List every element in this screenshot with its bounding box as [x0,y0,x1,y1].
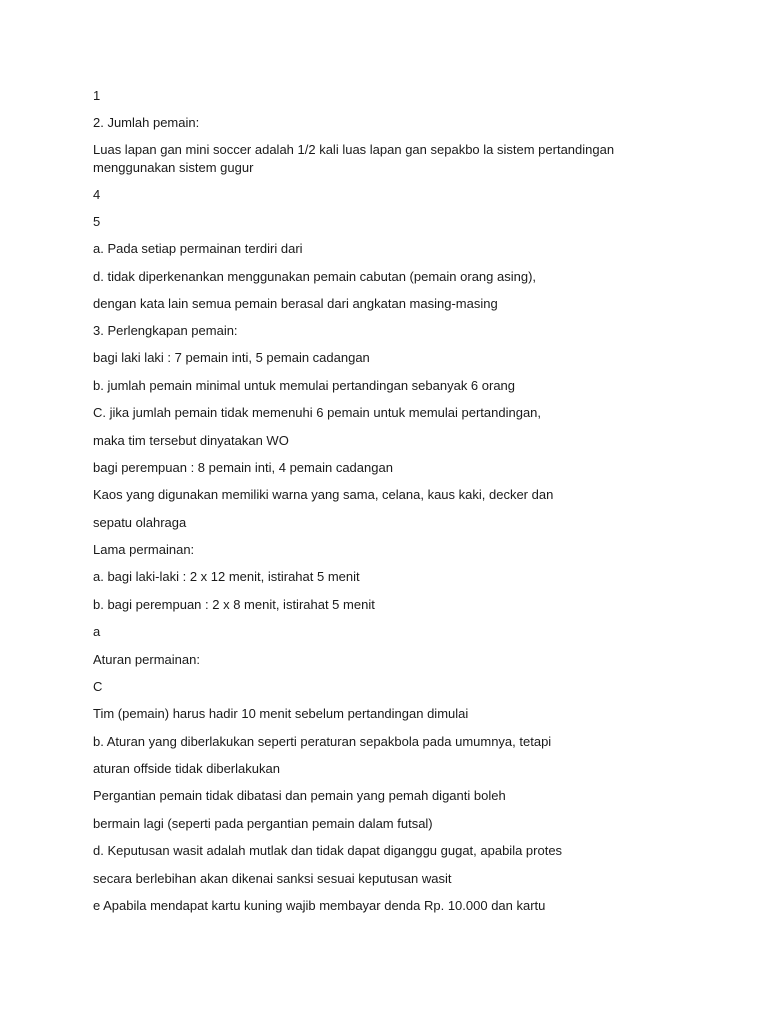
text-line: Luas lapan gan mini soccer adalah 1/2 kali luas lapan gan sepakbo la sistem pertandingan menggunakan sistem gugur [93,142,615,175]
text-line: aturan offside tidak diberlakukan [93,761,280,776]
text-line: b. Aturan yang diberlakukan seperti peraturan sepakbola pada umumnya, tetapi [93,734,552,749]
text-line: Pergantian pemain tidak dibatasi dan pemain yang pemah diganti boleh [93,788,506,803]
text-line: bagi laki laki : 7 pemain inti, 5 pemain cadangan [93,350,370,365]
text-line: 3. Perlengkapan pemain: [93,323,238,338]
text-line: bagi perempuan : 8 pemain inti, 4 pemain cadangan [93,460,393,475]
text-line: b. jumlah pemain minimal untuk memulai pertandingan sebanyak 6 orang [93,378,516,393]
text-line: 5 [93,214,101,229]
text-line: a [93,624,101,639]
text-line: Kaos yang digunakan memiliki warna yang sama, celana, kaus kaki, decker dan [93,487,554,502]
text-line: Tim (pemain) harus hadir 10 menit sebelum pertandingan dimulai [93,706,469,721]
text-line: 2. Jumlah pemain: [93,115,200,130]
text-line: a. bagi laki-laki : 2 x 12 menit, istirahat 5 menit [93,569,360,584]
text-line: Aturan permainan: [93,652,200,667]
text-line: 4 [93,187,101,202]
text-line: secara berlebihan akan dikenai sanksi sesuai keputusan wasit [93,871,452,886]
text-line: maka tim tersebut dinyatakan WO [93,433,289,448]
text-line: sepatu olahraga [93,515,187,530]
text-line: bermain lagi (seperti pada pergantian pemain dalam futsal) [93,816,433,831]
text-line: b. bagi perempuan : 2 x 8 menit, istirahat 5 menit [93,597,375,612]
text-line: a. Pada setiap permainan terdiri dari [93,241,303,256]
text-line: C. jika jumlah pemain tidak memenuhi 6 pemain untuk memulai pertandingan, [93,405,542,420]
text-line: d. Keputusan wasit adalah mutlak dan tidak dapat diganggu gugat, apabila protes [93,843,563,858]
text-line: C [93,679,103,694]
text-line: e Apabila mendapat kartu kuning wajib membayar denda Rp. 10.000 dan kartu [93,898,546,913]
text-line: Lama permainan: [93,542,195,557]
text-line: 1 [93,88,101,103]
text-line: d. tidak diperkenankan menggunakan pemain cabutan (pemain orang asing), [93,269,537,284]
text-line: dengan kata lain semua pemain berasal dari angkatan masing-masing [93,296,498,311]
